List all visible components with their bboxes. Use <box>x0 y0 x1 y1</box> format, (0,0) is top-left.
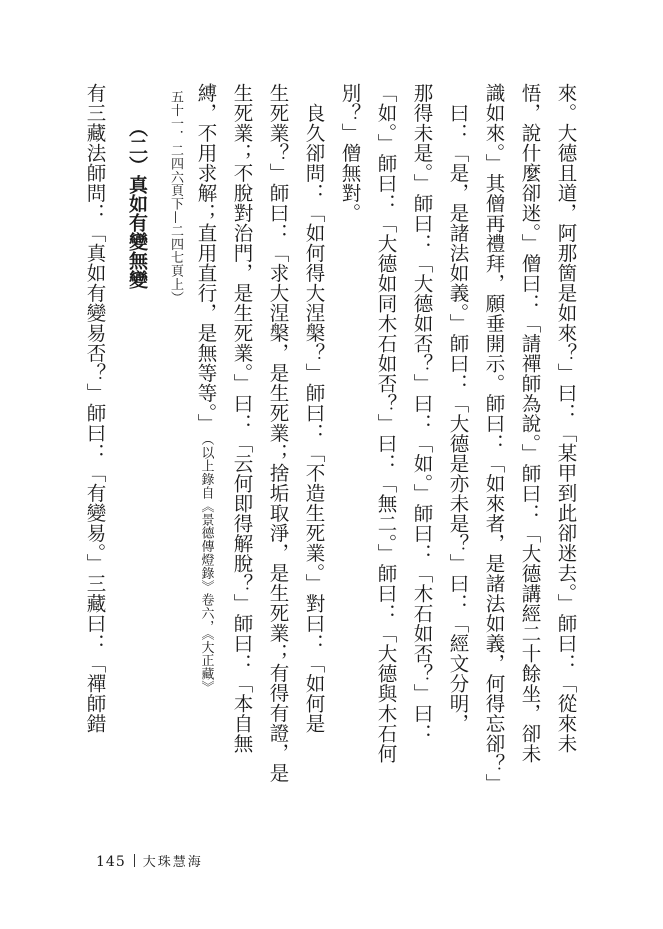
page-number: 145 <box>96 854 126 870</box>
text-column-7: 別？」僧無對。 <box>338 83 362 223</box>
text-column-11 <box>196 83 216 694</box>
citation-inline: （以上錄自《景德傳燈錄》卷六，《大正藏》 <box>198 439 214 695</box>
text-column-10: 生死業；不脫對治門，是生死業。」曰：「云何即得解脫？」師曰：「本自無 <box>230 83 254 754</box>
text-column-11-main: 縛，不用求解；直用直行，是無等等。」 <box>194 83 218 434</box>
text-column-final: 有三藏法師問：「真如有變易否？」師曰：「有變易。」三藏曰：「禪師錯 <box>83 83 107 734</box>
text-column-3: 識如來。」其僧再禮拜，願垂開示。師曰：「如來者，是諸法如義，何得忘卻？」 <box>482 83 506 794</box>
section-heading: （二）真如有變無變 <box>126 118 148 289</box>
text-column-4: 曰：「是，是諸法如義。」師曰：「大德是亦未是？」曰：「經文分明， <box>446 103 470 734</box>
text-column-1: 來。大德且道，阿那箇是如來？」曰：「某甲到此卻迷去。」師曰：「從來未 <box>554 83 578 754</box>
book-title: 大珠慧海 <box>142 855 203 870</box>
footer-divider <box>134 854 135 867</box>
citation-continuation: 五十一．二四六頁下—二四七頁上） <box>168 90 183 305</box>
text-column-6: 「如。」師曰：「大德如同木石如否？」曰：「無二。」師曰：「大德與木石何 <box>374 83 398 764</box>
text-column-8: 良久卻問：「如何得大涅槃？」師曰：「不造生死業。」對曰：「如何是 <box>302 103 326 734</box>
text-column-5: 那得未是。」師曰：「大德如否？」曰：「如。」師曰：「木石如否？」曰： <box>410 83 434 744</box>
text-column-9: 生死業？」師曰：「求大涅槃，是生死業；捨垢取淨，是生死業；有得有證，是 <box>266 83 290 783</box>
page-footer <box>96 851 203 870</box>
text-column-2: 悟，說什麼卻迷。」僧曰：「請禪師為說。」師曰：「大德講經二十餘坐，卻未 <box>518 83 542 764</box>
